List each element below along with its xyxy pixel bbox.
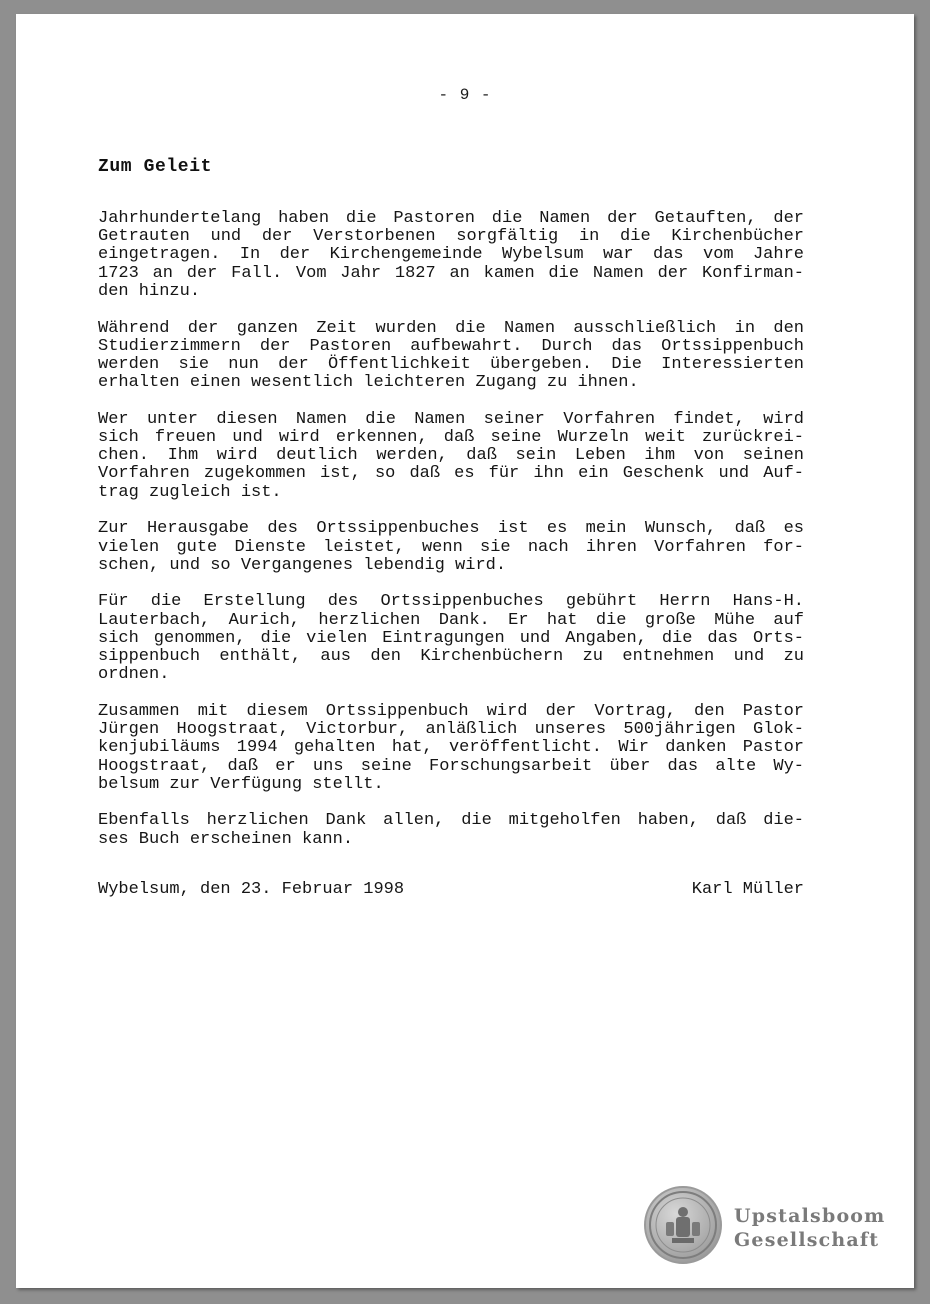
seal-icon bbox=[644, 1186, 722, 1264]
text-line: 1723 an der Fall. Vom Jahr 1827 an kamen die Namen der Konfirman- bbox=[98, 263, 804, 283]
paragraph bbox=[98, 210, 804, 301]
text-line: belsum zur Verfügung stellt. bbox=[98, 774, 384, 794]
paragraph bbox=[98, 593, 804, 684]
text-line: Jürgen Hoogstraat, Victorbur, anläßlich unseres 500jährigen Glok- bbox=[98, 720, 804, 740]
text-line: Wer unter diesen Namen die Namen seiner Vorfahren findet, wird bbox=[98, 409, 804, 429]
text-line: Lauterbach, Aurich, herzlichen Dank. Er hat die große Mühe auf bbox=[98, 610, 804, 630]
paragraph bbox=[98, 812, 804, 848]
text-line: Jahrhundertelang haben die Pastoren die Namen der Getauften, der bbox=[98, 209, 804, 228]
closing-line bbox=[98, 880, 804, 899]
paragraph bbox=[98, 520, 804, 575]
society-name-line2: Gesellschaft bbox=[734, 1229, 880, 1251]
paragraph bbox=[98, 703, 804, 794]
text-line: chen. Ihm wird deutlich werden, daß sein Leben ihm von seinen bbox=[98, 446, 804, 466]
text-line: erhalten einen wesentlich leichteren Zugang zu ihnen. bbox=[98, 373, 639, 393]
text-line: Zusammen mit diesem Ortssippenbuch wird der Vortrag, den Pastor bbox=[98, 701, 804, 721]
text-line: den hinzu. bbox=[98, 281, 201, 301]
text-line: trag zugleich ist. bbox=[98, 482, 282, 502]
signature-name: Karl Müller bbox=[691, 880, 804, 899]
paragraph bbox=[98, 411, 804, 502]
text-line: eingetragen. In der Kirchengemeinde Wybelsum war das vom Jahre bbox=[98, 245, 804, 265]
text-line: ordnen. bbox=[98, 665, 170, 685]
text-line: schen, und so Vergangenes lebendig wird. bbox=[98, 555, 507, 575]
text-line: werden sie nun der Öffentlichkeit übergeben. Die Interessierten bbox=[98, 354, 804, 374]
document-page bbox=[16, 14, 914, 1288]
text-line: Während der ganzen Zeit wurden die Namen ausschließlich in den bbox=[98, 318, 804, 338]
society-wordmark bbox=[734, 1204, 886, 1252]
text-line: Ebenfalls herzlichen Dank allen, die mitgeholfen haben, daß die- bbox=[98, 811, 804, 831]
body-text bbox=[98, 210, 804, 867]
text-line: Zur Herausgabe des Ortssippenbuches ist es mein Wunsch, daß es bbox=[98, 519, 804, 539]
text-line: sippenbuch enthält, aus den Kirchenbüchern zu entnehmen und zu bbox=[98, 647, 804, 667]
text-line: kenjubiläums 1994 gehalten hat, veröffentlicht. Wir danken Pastor bbox=[98, 738, 804, 758]
text-line: Für die Erstellung des Ortssippenbuches gebührt Herrn Hans-H. bbox=[98, 592, 804, 612]
text-line: sich genommen, die vielen Eintragungen und Angaben, die das Orts- bbox=[98, 628, 804, 648]
text-line: Studierzimmern der Pastoren aufbewahrt. Durch das Ortssippenbuch bbox=[98, 336, 804, 356]
text-line: sich freuen und wird erkennen, daß seine Wurzeln weit zurückrei- bbox=[98, 428, 804, 448]
place-date: Wybelsum, den 23. Februar 1998 bbox=[98, 880, 405, 899]
text-line: Getrauten und der Verstorbenen sorgfältig in die Kirchenbücher bbox=[98, 227, 804, 247]
text-line: vielen gute Dienste leistet, wenn sie nach ihren Vorfahren for- bbox=[98, 537, 804, 557]
text-line: Hoogstraat, daß er uns seine Forschungsarbeit über das alte Wy- bbox=[98, 756, 804, 776]
society-name-line1: Upstalsboom bbox=[734, 1205, 886, 1227]
text-line: Vorfahren zugekommen ist, so daß es für ihn ein Geschenk und Auf- bbox=[98, 464, 804, 484]
section-heading: Zum Geleit bbox=[98, 157, 213, 177]
text-line: ses Buch erscheinen kann. bbox=[98, 829, 354, 849]
paragraph bbox=[98, 320, 804, 393]
page-number: - 9 - bbox=[438, 86, 492, 104]
